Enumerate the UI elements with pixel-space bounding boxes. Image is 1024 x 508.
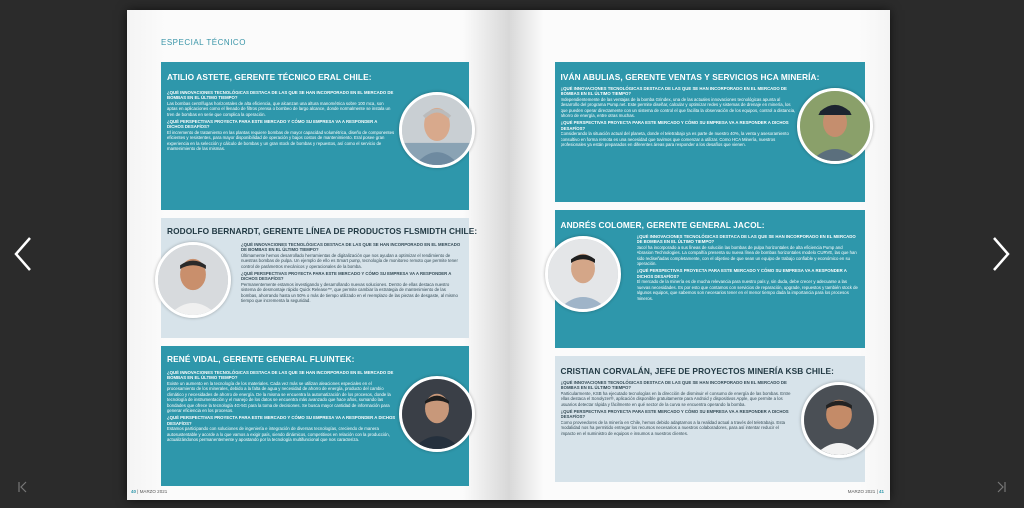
avatar <box>545 236 621 312</box>
prev-page-button[interactable] <box>8 232 38 276</box>
page-footer: MARZO 2021 | 41 <box>847 489 884 494</box>
card-title: CRISTIAN CORVALÁN, JEFE DE PROYECTOS MINERÍA KSB CHILE: <box>560 366 834 376</box>
answer: Particularmente, KSB ha ejecutado tecnologías en la dirección de disminuir el consumo de energía de las bombas. Entre ellas destaca el Sonolyzer®, aplicación disponible gratuitamente para Android y dispositivos Apple, que permite a los usuarios detectar rápida y fácilmente en qué sector de la curva se encuentra operando la bomba. <box>560 390 791 407</box>
answer: Independientemente de las ventajas de la bomba Grindex, una de las actuales innovaciones tecnológicas apunta al desarrollo del programa Pump.net. Este permite diseñar, calcular y optimizar redes y sistemas de drenaje en minería, los que pueden operar directamente con un sistema de control el que facilita la observación de los equipos, control a distancia, ahorro de energía, entre otras muchas. <box>560 96 796 118</box>
answer: El incremento de tratamiento en las plantas requiere bombas de mayor capacidad volumétrica, diseño de componentes eficientes y resistentes, para mayor disponibilidad de operación y bajos costos de mantenimiento. Eral posee gran experiencia en la selección y cálculo de bombas y un gran stock de bombas y repuestos, así como el servicio de mantenimiento de las mismas. <box>167 129 395 151</box>
issue-date: MARZO 2021 <box>847 489 876 494</box>
answer: Como proveedores de la minería en Chile, hemos debido adaptarnos a la realidad actual a través del teletrabajo. Esta modalidad nos ha permitido entregar los recursos necesarios a nuestros colaboradores, para así intentar reducir el impacto en el suministro de equipos e insumos a nuestros clientes. <box>560 419 786 436</box>
right-page <box>509 10 891 500</box>
card-text <box>167 368 397 484</box>
question: ¿QUÉ INNOVACIONES TECNOLÓGICAS DESTACA DE LAS QUE SE HAN INCORPORADO EN EL MERCADO DE BOMBAS EN EL ÚLTIMO TIEMPO? <box>167 369 394 380</box>
question: ¿QUÉ PERSPECTIVAS PROYECTA PARA ESTE MERCADO Y CÓMO SU EMPRESA VA A RESPONDER A DICHOS DESAFÍOS? <box>636 268 847 279</box>
page-number: 41 <box>878 489 884 494</box>
answer: Existe un aumento en la tecnología de los materiales. Cada vez más se utilizan aleaciones especiales en el procesamiento de los minerales, debido a la falta de agua y necesidad de ahorro de energía, producto del cambio climático y necesidades de ahorro de energía. De la misma se encuentra la automatización de los procesos, donde la tecnología de instrumentación y el manejo de los datos se encuentra más avanzado que hace años, sumando las bondades que ofrece la tecnología 4G-5G para la toma de decisiones. Se busca mayor cantidad de información para generar eficiencia en los procesos. <box>167 380 391 413</box>
magazine-spread <box>127 10 890 500</box>
question: ¿QUÉ INNOVACIONES TECNOLÓGICAS DESTACA DE LAS QUE SE HAN INCORPORADO EN EL MERCADO DE BOMBAS EN EL ÚLTIMO TIEMPO? <box>167 89 394 100</box>
avatar <box>155 242 231 318</box>
answer: Jacol ha incorporado a sus líneas de solución las bombas de pulpa horizontales de alta eficiencia Pump and Abrasion Technologies. La compañía presenta su nueva línea de bombas horizontales modelo CURVE, las que han sido rediseñadas completamente, con el objetivo de que sean un equipo de trabajo confiable y económico en su operación. <box>636 244 857 266</box>
question: ¿QUÉ INNOVACIONES TECNOLÓGICAS DESTACA DE LAS QUE SE HAN INCORPORADO EN EL MERCADO DE BOMBAS EN EL ÚLTIMO TIEMPO? <box>241 241 461 252</box>
page-number: 40 <box>131 489 137 494</box>
question: ¿QUÉ PERSPECTIVAS PROYECTA PARA ESTE MERCADO Y CÓMO SU EMPRESA VA A RESPONDER A DICHOS DESAFÍOS? <box>241 270 452 281</box>
question: ¿QUÉ PERSPECTIVAS PROYECTA PARA ESTE MERCADO Y CÓMO SU EMPRESA VA A RESPONDER A DICHOS DESAFÍOS? <box>560 408 789 419</box>
last-page-button[interactable] <box>994 480 1008 494</box>
question: ¿QUÉ INNOVACIONES TECNOLÓGICAS DESTACA DE LAS QUE SE HAN INCORPORADO EN EL MERCADO DE BOMBAS EN EL ÚLTIMO TIEMPO? <box>560 379 787 390</box>
card-text <box>167 88 395 206</box>
avatar <box>399 376 475 452</box>
left-page <box>127 10 509 500</box>
question: ¿QUÉ PERSPECTIVAS PROYECTA PARA ESTE MERCADO Y CÓMO SU EMPRESA VA A RESPONDER A DICHOS DESAFÍOS? <box>560 120 789 131</box>
section-label: ESPECIAL TÉCNICO <box>161 38 246 47</box>
answer: Estamos participando con soluciones de ingeniería e integración de diversas tecnologías, creciendo de manera autosustentable y acorde a lo que vamos a exigir país, siendo dinámicos, competitivos en relación con la producción, actualizándonos permanentemente y apostando por la tecnología multifuncional que nos caracteriza. <box>167 426 390 442</box>
card-text <box>241 240 463 336</box>
question: ¿QUÉ PERSPECTIVAS PROYECTA PARA ESTE MERCADO Y CÓMO SU EMPRESA VA A RESPONDER A DICHOS DESAFÍOS? <box>167 415 396 426</box>
skip-last-icon <box>994 480 1008 494</box>
answer: El mercado de la minería es de mucha relevancia para nuestro país y, sin duda, debe crecer y adecuarse a las nuevas necesidades. Es por esto que contamos con servicios de reparación, upgrade, repuestos y también stock de algunos equipos, que sabemos son necesarios tener en el menor tiempo dada la importancia para los procesos mineros. <box>636 279 858 301</box>
answer: Considerando la situación actual del planeta, donde el teletrabajo ya es parte de nuestro 40%, la venta y asesoramiento consultivo en forma remota es una necesidad que tuvimos que comenzar a utilizar. Como HCA Minería, nuestros profesionales ya están preparados en diferentes áreas para responder a los desafíos que vienen. <box>560 131 789 147</box>
card-title: RENÉ VIDAL, GERENTE GENERAL FLUINTEK: <box>167 354 355 364</box>
page-footer: 40 | MARZO 2021 <box>131 489 168 494</box>
card-title: ANDRÉS COLOMER, GERENTE GENERAL JACOL: <box>560 220 765 230</box>
card-title: IVÁN ABULIAS, GERENTE VENTAS Y SERVICIOS HCA MINERÍA: <box>560 72 820 82</box>
next-page-button[interactable] <box>986 232 1016 276</box>
question: ¿QUÉ INNOVACIONES TECNOLÓGICAS DESTACA DE LAS QUE SE HAN INCORPORADO EN EL MERCADO DE BOMBAS EN EL ÚLTIMO TIEMPO? <box>636 233 856 244</box>
chevron-right-icon <box>986 232 1016 276</box>
answer: Últimamente hemos desarrollado herramientas de digitalización que nos ayudan a optimizar el rendimiento de nuestras bombas de pulpa. Un ejemplo de ello es Smart pump, tecnología de monitoreo remoto que permite tener control de parámetros mecánicos y operacionales de la bomba. <box>241 252 458 269</box>
chevron-left-icon <box>8 232 38 276</box>
card-text <box>561 378 793 480</box>
avatar <box>797 88 873 164</box>
answer: Permanentemente estamos investigando y desarrollando nuevas soluciones. Dentro de ellas destaca nuestro sistema de desmontaje rápido Quick Release™, que permite cambiar la estrategia de mantenimiento de las bombas, ahorrando hasta un 50% o más de tiempo utilizado en el reemplazo de las piezas de desgaste, al mismo tiempo que incrementa la seguridad. <box>241 281 458 303</box>
question: ¿QUÉ PERSPECTIVAS PROYECTA PARA ESTE MERCADO Y CÓMO SU EMPRESA VA A RESPONDER A DICHOS DESAFÍOS? <box>167 118 378 129</box>
card-title: RODOLFO BERNARDT, GERENTE LÍNEA DE PRODUCTOS FLSMIDTH CHILE: <box>167 226 478 236</box>
avatar <box>399 92 475 168</box>
first-page-button[interactable] <box>16 480 30 494</box>
card-text <box>637 232 859 346</box>
card-title: ATILIO ASTETE, GERENTE TÉCNICO ERAL CHILE: <box>167 72 372 82</box>
issue-date: MARZO 2021 <box>139 489 168 494</box>
question: ¿QUÉ INNOVACIONES TECNOLÓGICAS DESTACA DE LAS QUE SE HAN INCORPORADO EN EL MERCADO DE BOMBAS EN EL ÚLTIMO TIEMPO? <box>560 85 787 96</box>
avatar <box>801 382 877 458</box>
skip-first-icon <box>16 480 30 494</box>
answer: Las bombas centrífugas horizontales de alta eficiencia, que alcanzan una altura manométrica sobre 100 mca, son aptas en aplicaciones como el llenado de filtros prensa o bombeo de largo alcance, donde normalmente se instala un tren de bombas en serie que complica la operación. <box>167 100 391 117</box>
card-text <box>561 84 797 200</box>
